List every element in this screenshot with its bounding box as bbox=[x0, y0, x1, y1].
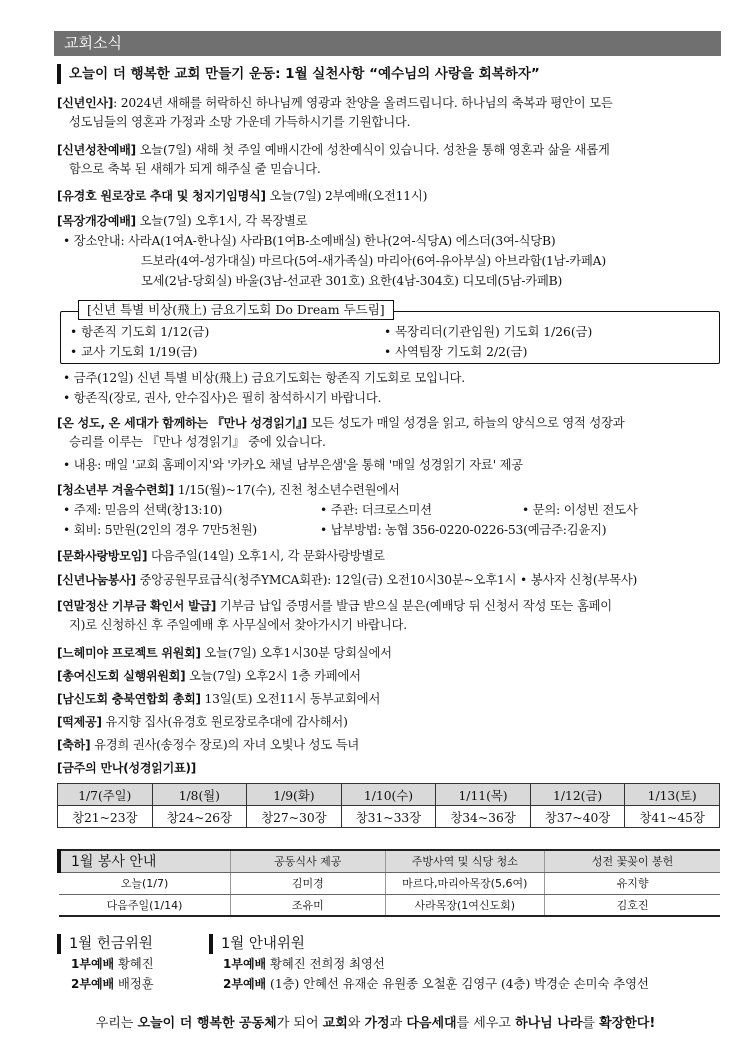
item-congrats: [축하] 유경희 권사(송정수 장로)의 자녀 오빛나 성도 득녀 bbox=[57, 738, 360, 752]
item-communion: [신년성찬예배] 오늘(7일) 새해 첫 주일 예배시간에 성찬예식이 있습니다. 성찬을 통해 영혼과 삶을 새롭게 함으로 축복 된 새해가 되게 해주실 줄 믿습니다. bbox=[57, 143, 610, 176]
reading-chapters: 창41~45장 bbox=[625, 806, 720, 828]
item-receipt: [연말정산 기부금 확인서 발급] 기부금 납입 증명서를 발급 받으실 분은(예배당 뒤 신청서 작성 또는 홈페이 지)로 신청하신 후 주일예배 후 사무실에서 찾아가시기 바랍니다. bbox=[57, 599, 612, 632]
item-women: [총여신도회 실행위원회] 오늘(7일) 오후2시 1층 카페에서 bbox=[57, 669, 361, 683]
youth-payment: • 납부방법: 농협 356-0220-0226-53(예금주:김윤지) bbox=[320, 523, 607, 537]
district-locations-3: 모세(2남-당회실) 바울(3남-선교관 301호) 요한(4남-304호) 디모데(5남-카페B) bbox=[141, 274, 563, 288]
prayer-note-1: • 금주(12일) 신년 특별 비상(飛上) 금요기도회는 항존직 기도회로 모입니다. bbox=[63, 371, 465, 385]
reading-table-row bbox=[58, 806, 720, 828]
reading-table-header-row bbox=[58, 784, 720, 806]
service-table bbox=[57, 849, 720, 917]
section-header bbox=[54, 31, 721, 56]
district-locations-1: • 장소안내: 사라A(1여A-한나실) 사라B(1여B-소예배실) 한나(2여-식당A) 에스더(3여-식당B) bbox=[63, 234, 556, 248]
service-table-header bbox=[59, 850, 720, 872]
headline: 오늘이 더 행복한 교회 만들기 운동: 1월 실천사항 “예수님의 사랑을 회복하자” bbox=[57, 64, 727, 84]
prayer-r2c1: • 교사 기도회 1/19(금) bbox=[70, 345, 198, 359]
service-meal: 김미경 bbox=[231, 872, 386, 894]
service-date: 다음주일(1/14) bbox=[59, 894, 231, 916]
reading-day: 1/11(목) bbox=[436, 784, 531, 806]
youth-theme: • 주제: 믿음의 선택(창13:10) bbox=[63, 503, 223, 517]
prayer-box-title: [신년 특별 비상(飛上) 금요기도회 Do Dream 두드림] bbox=[78, 300, 394, 320]
offering-title: 1월 헌금위원 bbox=[57, 934, 153, 954]
item-rice-cake: [떡제공] 유지향 집사(유경호 원로장로추대에 감사해서) bbox=[57, 715, 348, 729]
reading-chapters: 창34~36장 bbox=[436, 806, 531, 828]
prayer-r2c2: • 사역팀장 기도회 2/2(금) bbox=[384, 345, 528, 359]
ushers-line-1: 1부예배 황혜진 전희정 최영선 bbox=[223, 957, 385, 971]
youth-fee: • 회비: 5만원(2인의 경우 7만5천원) bbox=[63, 523, 257, 537]
service-meal: 조유미 bbox=[231, 894, 386, 916]
reading-day: 1/7(주일) bbox=[58, 784, 153, 806]
reading-day: 1/13(토) bbox=[625, 784, 720, 806]
service-kitchen: 사라목장(1여신도회) bbox=[385, 894, 545, 916]
youth-host: • 주관: 더크로스미션 bbox=[320, 503, 432, 517]
table-row bbox=[59, 894, 720, 916]
item-youth-retreat: [청소년부 겨울수련회] 1/15(월)~17(수), 진천 청소년수련원에서 bbox=[57, 483, 400, 497]
item-culture: [문화사랑방모임] 다음주일(14일) 오후1시, 각 문화사랑방별로 bbox=[57, 549, 385, 563]
service-header: 성전 꽃꽂이 봉헌 bbox=[545, 850, 720, 872]
item-manna: [온 성도, 온 세대가 함께하는 『만나 성경읽기』] 모든 성도가 매일 성경을 읽고, 하늘의 양식으로 영적 성장과 승리를 이루는 『만나 성경읽기』 중에 있습니다. bbox=[57, 416, 625, 449]
offering-line-2: 2부예배 배정훈 bbox=[71, 977, 154, 991]
table-row bbox=[59, 872, 720, 894]
reading-table bbox=[57, 783, 720, 828]
reading-chapters: 창21~23장 bbox=[58, 806, 153, 828]
item-district-service: [목장개강예배] 오늘(7일) 오후1시, 각 목장별로 bbox=[57, 214, 308, 228]
reading-day: 1/10(수) bbox=[341, 784, 436, 806]
item-elder: [유경호 원로장로 추대 및 청지기임명식] 오늘(7일) 2부예배(오전11시) bbox=[57, 189, 428, 203]
manna-content: • 내용: 매일 '교회 홈페이지'와 '카카오 채널 남부은샘'을 통해 '매일 성경읽기 자료' 제공 bbox=[63, 458, 523, 472]
prayer-r1c1: • 항존직 기도회 1/12(금) bbox=[70, 325, 210, 339]
youth-contact: • 문의: 이성빈 전도사 bbox=[522, 503, 638, 517]
reading-chapters: 창31~33장 bbox=[341, 806, 436, 828]
item-men: [남신도회 충북연합회 총회] 13일(토) 오전11시 동부교회에서 bbox=[57, 692, 381, 706]
item-volunteer: [신년나눔봉사] 중앙공원무료급식(청주YMCA회관): 12일(금) 오전10시30분~오후1시 • 봉사자 신청(부목사) bbox=[57, 573, 638, 587]
service-header: 주방사역 및 식당 청소 bbox=[385, 850, 545, 872]
reading-day: 1/12(금) bbox=[530, 784, 625, 806]
service-flowers: 김호진 bbox=[545, 894, 720, 916]
ushers-title: 1월 안내위원 bbox=[209, 934, 305, 954]
service-header: 공동식사 제공 bbox=[231, 850, 386, 872]
prayer-r1c2: • 목장리더(기관임원) 기도회 1/26(금) bbox=[384, 325, 593, 339]
ushers-line-2: 2부예배 (1층) 안혜선 유재순 유원종 오철훈 김영구 (4층) 박경순 손미숙 추영선 bbox=[223, 977, 649, 991]
item-weekly-reading: [금주의 만나(성경읽기표)] bbox=[57, 761, 197, 775]
service-table-title: 1월 봉사 안내 bbox=[59, 850, 231, 872]
reading-day: 1/9(화) bbox=[247, 784, 342, 806]
footer-motto: 우리는 오늘이 더 행복한 공동체가 되어 교회와 가정과 다음세대를 세우고 하나님 나라를 확장한다! bbox=[95, 1016, 656, 1031]
reading-day: 1/8(월) bbox=[152, 784, 247, 806]
district-locations-2: 드보라(4여-성가대실) 마르다(5여-새가족실) 마리아(6여-유아부실) 아브라함(1남-카페A) bbox=[141, 254, 606, 268]
prayer-note-2: • 항존직(장로, 권사, 안수집사)은 필히 참석하시기 바랍니다. bbox=[63, 391, 382, 405]
item-newyear-greeting: [신년인사]: 2024년 새해를 허락하신 하나님께 영광과 찬양을 올려드립니다. 하나님의 축복과 평안이 모든 성도님들의 영혼과 가정과 소망 가운데 가득하시기를 기원합니다. bbox=[57, 96, 613, 129]
section-title: 교회소식 bbox=[64, 34, 122, 52]
reading-chapters: 창24~26장 bbox=[152, 806, 247, 828]
offering-line-1: 1부예배 황혜진 bbox=[71, 957, 154, 971]
item-nehemiah: [느헤미야 프로젝트 위원회] 오늘(7일) 오후1시30분 당회실에서 bbox=[57, 646, 392, 660]
service-kitchen: 마르다,마리아목장(5,6여) bbox=[385, 872, 545, 894]
reading-chapters: 창37~40장 bbox=[530, 806, 625, 828]
service-date: 오늘(1/7) bbox=[59, 872, 231, 894]
service-flowers: 유지향 bbox=[545, 872, 720, 894]
reading-chapters: 창27~30장 bbox=[247, 806, 342, 828]
